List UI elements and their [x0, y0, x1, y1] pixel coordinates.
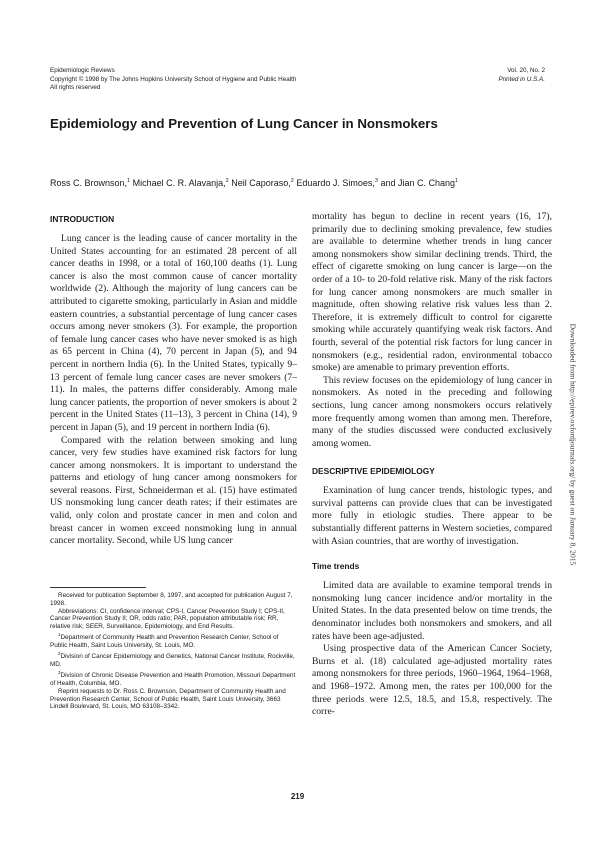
page-number: 219 [290, 792, 305, 801]
body-paragraph: This review focuses on the epidemiology of lung cancer in nonsmokers. As noted in the preceding and following sections, lung cancer among nonsmokers occurs relatively more frequently among women than among men. Therefore, many of the studies discussed were conducted exclusively among women. [312, 374, 552, 449]
body-paragraph: Examination of lung cancer trends, histologic types, and survival patterns can provide clues that can be investigated more fully in etiologic studies. There appear to be substantially different patterns in Western societies, compared with Asian countries, that are worthy of investigation. [312, 485, 552, 547]
affiliation-marker: 1 [58, 632, 61, 638]
body-paragraph: mortality has begun to decline in recent years (16, 17), primarily due to declining smoking prevalence, few studies are available to determine whether trends in lung cancer among nonsmokers show similar declining trends. Third, the effect of cigarette smoking on lung cancer is large—on the order of a 10- to 20-fold relative risk. Many of the risk factors for lung cancer among nonsmokers are much smaller in magnitude, often showing relative risk values less than 2. Therefore, it is extremely difficult to control for cigarette smoking while accurately quantifying weak risk factors. And fourth, several of the potential risk factors for lung cancer in nonsmokers (e.g., residential radon, environmental tobacco smoke) are amenable to primary prevention efforts. [312, 211, 552, 374]
body-paragraph: Using prospective data of the American Cancer Society, Burns et al. (18) calculated age-adjusted mortality rates among nonsmokers for three periods, 1960–1964, 1964–1968, and 1968–1972. Among men, the rates per 100,000 for the three periods were 12.5, 18.5, and 15.8, respectively. The corre- [312, 643, 552, 718]
affiliation-marker: 1 [127, 178, 131, 184]
affiliation-marker: 3 [58, 670, 61, 676]
journal-name: Epidemiologic Reviews [50, 67, 115, 74]
affiliation-note: $^1$Department of Community Health and Prevention Research Center, School of Public Health, Saint Louis University, St. Louis, MO. [50, 632, 279, 650]
body-paragraph: Compared with the relation between smoking and lung cancer, very few studies have examined risk factors for lung cancer among nonsmokers. It is important to understand the patterns and etiology of lung cancer among nonsmokers for several reasons. First, Schneiderman et al. (15) have estimated US nonsmoking lung cancer death rates; if their estimates are valid, only colon and prostate cancer in men and colon and breast cancer in women exceed nonsmoking lung in annual cancer mortality. Second, while US lung cancer [50, 434, 297, 547]
printed-in: Printed in U.S.A. [498, 75, 545, 83]
right-column [312, 211, 552, 719]
affiliation-note: $^2$Division of Cancer Epidemiology and Genetics, National Cancer Institute, Rockville, MD. [50, 651, 295, 668]
section-heading-descriptive: DESCRIPTIVE EPIDEMIOLOGY [312, 466, 435, 477]
section-heading-introduction: INTRODUCTION [50, 214, 115, 224]
author-name: and Jian C. Chang [380, 178, 456, 188]
footnotes [50, 592, 297, 712]
download-watermark: Downloaded from http://epirev.oxfordjournals.org/ by guest on January 8, 2015 [568, 323, 578, 566]
footnote-divider [50, 587, 146, 588]
author-name: Eduardo J. Simoes, [296, 178, 375, 188]
body-paragraph: Lung cancer is the leading cause of cancer mortality in the United States accounting for an estimated 28 percent of all cancer deaths in 1998, or a total of 160,100 deaths (1). Lung cancer is also the most common cause of cancer mortality worldwide (2). Although the majority of lung cancers can be attributed to cigarette smoking, particularly in Asian and middle eastern countries, a substantial percentage of lung cancer cases occurs among never smokers (3). For example, the proportion of female lung cancer cases who have never smoked is as high as 65 percent in China (4), 70 percent in Japan (5), and 94 percent in northern India (6). In the United States, typically 9–13 percent of female lung cancer cases are never smokers (7–11). In males, the patterns differ considerably. Among male lung cancer patients, the proportion of never smokers is about 2 percent in the United States (11–13), 3 percent in China (14), 9 percent in Japan (5), and 19 percent in northern India (6). [50, 233, 297, 433]
affiliation-marker: 3 [374, 178, 378, 184]
volume-issue: Vol. 20, No. 2 [507, 67, 545, 74]
affiliation-marker: 1 [455, 178, 459, 184]
rights-line: All rights reserved [50, 84, 101, 91]
affiliation-marker: 2 [225, 178, 229, 184]
author-name: Neil Caporaso, [231, 178, 291, 188]
article-title: Epidemiology and Prevention of Lung Cancer in Nonsmokers [50, 116, 438, 131]
received-note: Received for publication September 8, 1997, and accepted for publication August 7, 1998. [50, 592, 293, 607]
abbreviations-note: Abbreviations: CI, confidence interval; CPS-I, Cancer Prevention Study I; CPS-II, Cancer Prevention Study II; OR, odds ratio; PAR, population attributable risk; RR, relative risk; SEER, Surveillance, Epidemiology, and End Results. [50, 607, 285, 631]
running-header-left [50, 67, 296, 93]
affiliation-marker: 2 [290, 178, 294, 184]
affiliation-marker: 2 [58, 651, 61, 657]
subsection-heading-time-trends: Time trends [312, 561, 360, 572]
author-name: Michael C. R. Alavanja, [132, 178, 226, 188]
author-list [50, 178, 458, 188]
running-header-right [498, 67, 545, 84]
reprint-note: Reprint requests to Dr. Ross C. Brownson, Department of Community Health and Prevention Research Center, School of Public Health, Saint Louis University, 3663 Lindell Boulevard, St. Louis, MO 63108–3342. [50, 688, 286, 711]
copyright-line: Copyright © 1998 by The Johns Hopkins University School of Hygiene and Public Health [50, 75, 297, 83]
affiliation-note: $^3$Division of Chronic Disease Prevention and Health Promotion, Missouri Department of Health, Columbia, MO. [50, 670, 296, 687]
author-name: Ross C. Brownson, [50, 178, 128, 188]
body-paragraph: Limited data are available to examine temporal trends in nonsmoking lung cancer incidence and/or mortality in the United States. In the data presented below on time trends, the denominator includes both nonsmokers and smokers, and all rates have been age-adjusted. [312, 580, 552, 642]
left-column [50, 211, 297, 548]
